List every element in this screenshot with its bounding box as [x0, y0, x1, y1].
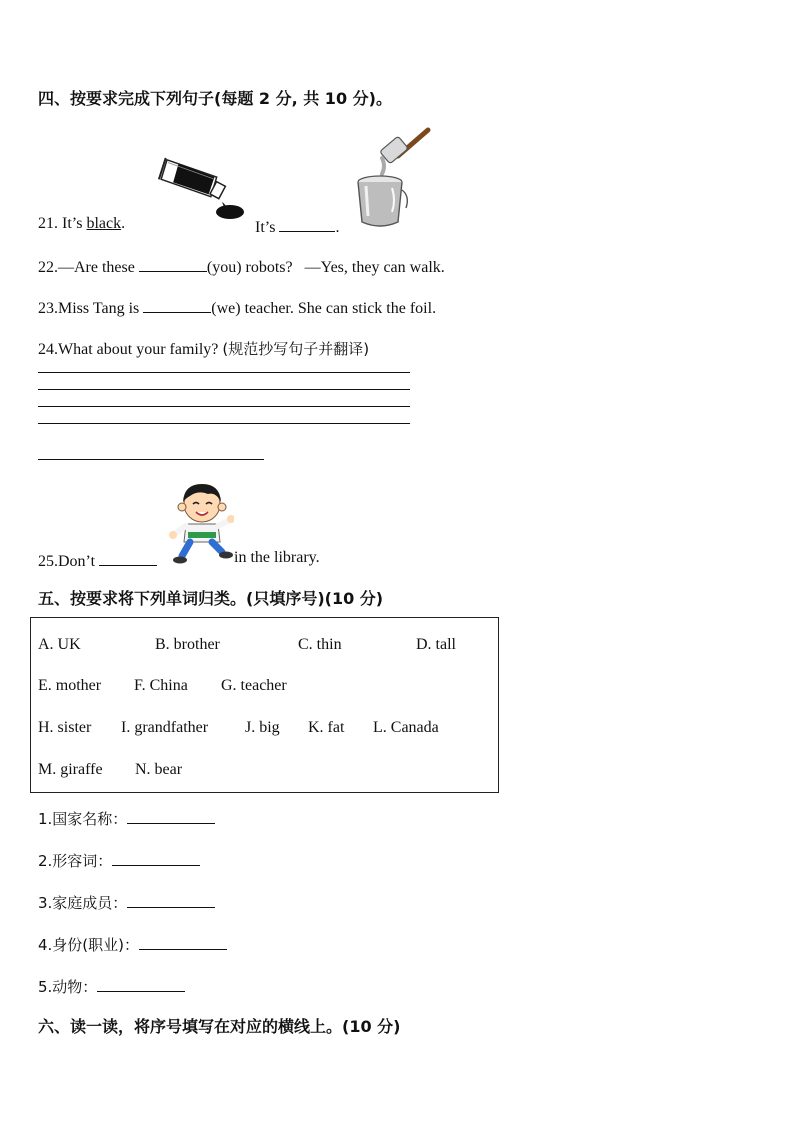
word-option: M. giraffe — [38, 761, 103, 778]
question-number: 21. — [38, 215, 58, 232]
question-21: 21. It’s black. — [38, 215, 126, 232]
paint-tube-icon — [150, 156, 246, 226]
word-option: E. mother — [38, 677, 102, 694]
word-option: H. sister — [38, 719, 92, 736]
word-option: A. UK — [38, 636, 81, 653]
category-family: 3.家庭成员： — [38, 891, 215, 913]
section-6-heading: 六、读一读，将序号填写在对应的横线上。(10 分) — [38, 1017, 401, 1036]
answer-blank[interactable] — [127, 891, 215, 908]
question-22: 22.—Are these (you) robots? —Yes, they can walk. — [38, 255, 445, 277]
word-option: B. brother — [155, 636, 220, 653]
answer-blank[interactable] — [127, 807, 215, 824]
answer-blank[interactable] — [99, 549, 157, 566]
writing-line[interactable] — [38, 459, 264, 460]
question-24: 24.What about your family? (规范抄写句子并翻译) — [38, 340, 370, 358]
running-boy-icon — [168, 480, 234, 566]
answer-blank[interactable] — [279, 215, 335, 232]
writing-line[interactable] — [38, 372, 410, 373]
word-option: K. fat — [308, 719, 345, 736]
question-number: 23. — [38, 300, 58, 317]
word-option: L. Canada — [373, 719, 439, 736]
answer-blank[interactable] — [139, 255, 207, 272]
paint-bucket-icon — [352, 126, 434, 230]
writing-line[interactable] — [38, 389, 410, 390]
underlined-word: black — [86, 215, 122, 232]
question-25-tail: in the library. — [234, 549, 320, 566]
word-option: F. China — [134, 677, 188, 694]
word-option: J. big — [245, 719, 280, 736]
category-occupation: 4.身份(职业)： — [38, 933, 227, 955]
question-number: 25. — [38, 553, 58, 570]
question-number: 24. — [38, 341, 58, 358]
section-4-heading: 四、按要求完成下列句子(每题 2 分, 共 10 分)。 — [38, 89, 392, 108]
word-option: D. tall — [416, 636, 456, 653]
question-number: 22. — [38, 259, 58, 276]
section-5-heading: 五、按要求将下列单词归类。(只填序号)(10 分) — [38, 589, 384, 608]
category-adjective: 2.形容词： — [38, 849, 200, 871]
word-option: G. teacher — [221, 677, 287, 694]
word-bank-box — [30, 617, 499, 793]
category-country: 1.国家名称： — [38, 807, 215, 829]
word-option: N. bear — [135, 761, 183, 778]
question-25: 25.Don’t — [38, 549, 157, 571]
answer-blank[interactable] — [97, 975, 185, 992]
answer-blank[interactable] — [143, 296, 211, 313]
answer-blank[interactable] — [112, 849, 200, 866]
category-animal: 5.动物： — [38, 975, 185, 997]
word-option: I. grandfather — [121, 719, 209, 736]
writing-line[interactable] — [38, 406, 410, 407]
question-21-part-2: It’s . — [255, 215, 339, 237]
answer-blank[interactable] — [139, 933, 227, 950]
writing-line[interactable] — [38, 423, 410, 424]
word-option: C. thin — [298, 636, 342, 653]
question-23: 23.Miss Tang is (we) teacher. She can stick the foil. — [38, 296, 436, 318]
